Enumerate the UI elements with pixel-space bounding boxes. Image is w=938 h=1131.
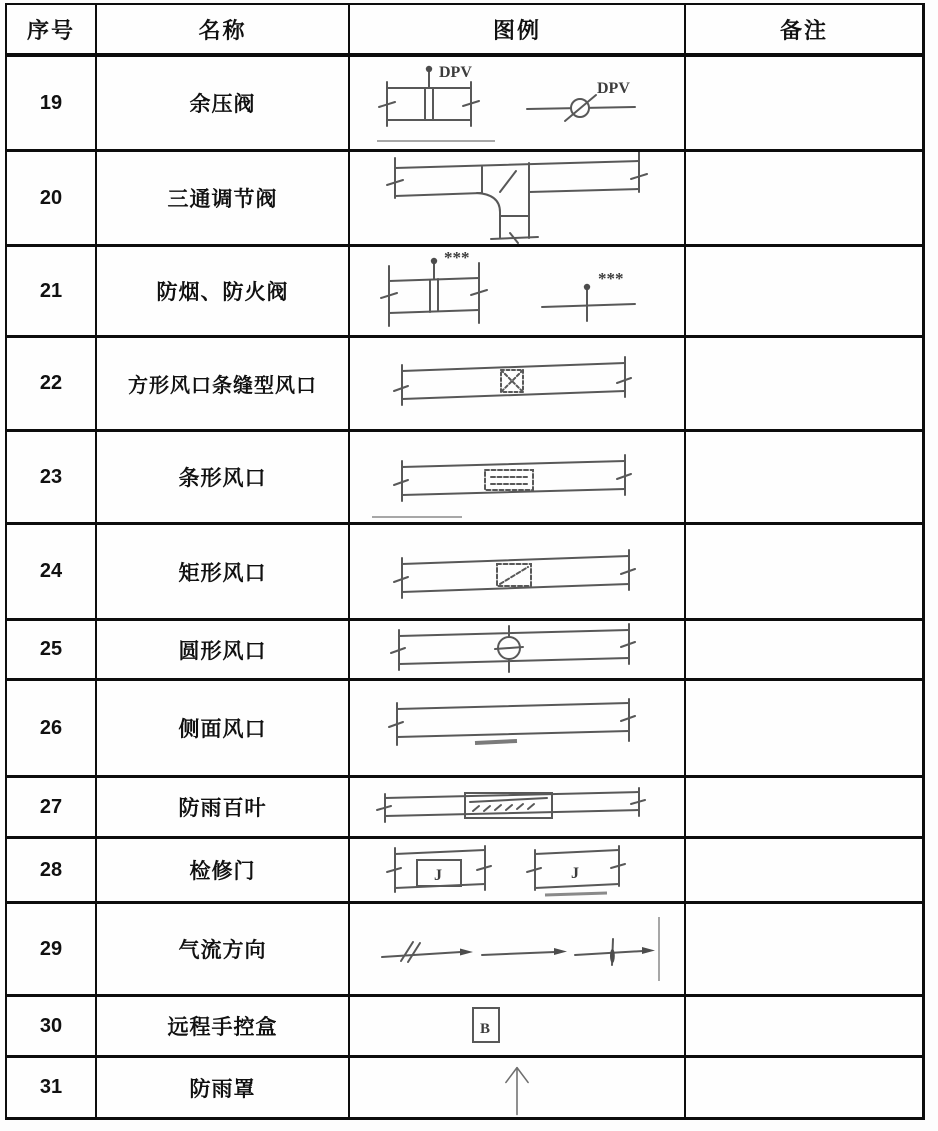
header-legend: 图例 — [350, 5, 686, 53]
table-header-row — [7, 5, 922, 57]
access-door-symbol — [367, 840, 667, 900]
row-number-cell: 31 — [7, 1058, 97, 1117]
name-cell: 防烟、防火阀 — [97, 247, 350, 335]
residual-pressure-valve-symbol — [367, 58, 667, 148]
row-number-cell: 19 — [7, 57, 97, 149]
remark-cell — [686, 525, 922, 618]
header-remark: 备注 — [779, 17, 828, 43]
header-seq: 序号 — [7, 5, 97, 53]
row-number-cell: 28 — [7, 839, 97, 901]
row-number-cell: 24 — [7, 525, 97, 618]
legend-cell — [350, 525, 686, 618]
row-number-cell: 25 — [7, 621, 97, 678]
square-slot-outlet-symbol — [367, 339, 667, 429]
dpv-label: DPV — [597, 80, 630, 97]
remark-cell — [686, 432, 922, 522]
table-row — [7, 152, 922, 247]
name-cell: 防雨百叶 — [97, 778, 350, 836]
table-row — [7, 681, 922, 778]
legend-cell — [350, 621, 686, 678]
table-row — [7, 997, 922, 1058]
airflow-direction-symbol — [367, 909, 667, 989]
name-cell: 余压阀 — [97, 57, 350, 149]
table-row — [7, 904, 922, 997]
legend-cell — [350, 681, 686, 775]
remark-cell — [686, 681, 922, 775]
table-row — [7, 247, 922, 338]
control-box-label: B — [480, 1021, 491, 1037]
row-number-cell: 20 — [7, 152, 97, 244]
legend-cell — [350, 997, 686, 1055]
side-outlet-symbol — [367, 693, 667, 763]
name-cell: 条形风口 — [97, 432, 350, 522]
access-door-label: J — [571, 865, 579, 882]
legend-cell — [350, 778, 686, 836]
legend-cell — [350, 1058, 686, 1117]
legend-cell — [350, 247, 686, 335]
remark-cell — [686, 621, 922, 678]
access-door-label: J — [434, 867, 442, 884]
row-number-cell: 23 — [7, 432, 97, 522]
remark-cell — [686, 338, 922, 429]
legend-cell — [350, 57, 686, 149]
dpv-label: DPV — [439, 64, 472, 81]
name-cell: 矩形风口 — [97, 525, 350, 618]
table-row — [7, 621, 922, 681]
table-row — [7, 839, 922, 904]
three-way-damper-symbol — [367, 152, 667, 244]
table-row — [7, 432, 922, 525]
remark-cell — [686, 57, 922, 149]
remark-cell — [686, 247, 922, 335]
name-cell: 检修门 — [97, 839, 350, 901]
table-row — [7, 338, 922, 432]
remark-cell — [686, 778, 922, 836]
remote-control-box-symbol — [457, 1004, 517, 1048]
name-cell: 三通调节阀 — [97, 152, 350, 244]
rain-louver-symbol — [367, 782, 667, 832]
table-row — [7, 778, 922, 839]
stars-label: *** — [444, 248, 470, 267]
table-row — [7, 1058, 922, 1120]
remark-cell — [686, 839, 922, 901]
round-outlet-symbol — [367, 622, 667, 678]
remark-cell — [686, 1058, 922, 1117]
name-cell: 气流方向 — [97, 904, 350, 994]
row-number-cell: 21 — [7, 247, 97, 335]
name-cell: 防雨罩 — [97, 1058, 350, 1117]
table-row — [7, 525, 922, 621]
row-number-cell: 26 — [7, 681, 97, 775]
row-number-cell: 22 — [7, 338, 97, 429]
name-cell: 方形风口条缝型风口 — [97, 338, 350, 429]
remark-cell — [686, 904, 922, 994]
row-number-cell: 30 — [7, 997, 97, 1055]
legend-table — [5, 3, 925, 1120]
strip-outlet-symbol — [367, 433, 667, 521]
header-name: 名称 — [97, 5, 350, 53]
remark-cell — [686, 997, 922, 1055]
remark-cell — [686, 152, 922, 244]
rect-outlet-symbol — [367, 526, 667, 618]
legend-cell — [350, 839, 686, 901]
stars-label: *** — [598, 269, 624, 288]
row-number-cell: 27 — [7, 778, 97, 836]
row-number-cell: 29 — [7, 904, 97, 994]
legend-cell — [350, 152, 686, 244]
legend-cell — [350, 338, 686, 429]
table-row — [7, 57, 922, 152]
name-cell: 远程手控盒 — [97, 997, 350, 1055]
name-cell: 侧面风口 — [97, 681, 350, 775]
rain-cap-symbol — [457, 1059, 577, 1117]
legend-cell — [350, 432, 686, 522]
name-cell: 圆形风口 — [97, 621, 350, 678]
legend-cell — [350, 904, 686, 994]
fire-smoke-damper-symbol — [367, 248, 667, 334]
